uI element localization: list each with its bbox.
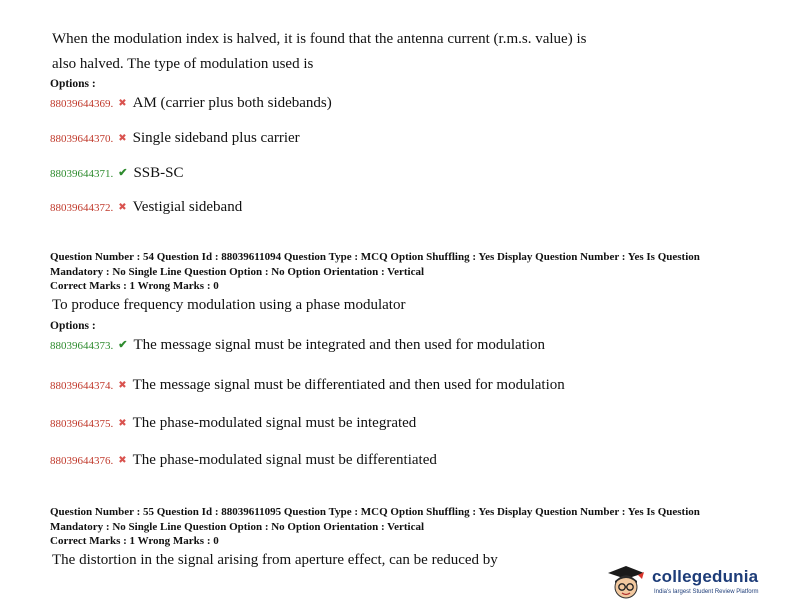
- student-mascot-icon: [604, 563, 650, 603]
- option-id: 88039644372.: [50, 201, 114, 214]
- option-id: 88039644373.: [50, 339, 114, 352]
- option-row: [50, 199, 242, 216]
- option-text: AM (carrier plus both sidebands): [132, 95, 332, 111]
- question-meta-line: Mandatory : No Single Line Question Option : No Option Orientation : Vertical: [50, 265, 425, 278]
- question-meta: [50, 505, 750, 549]
- question-text-line: also halved. The type of modulation used is: [52, 56, 314, 72]
- option-row: [50, 165, 184, 182]
- check-icon: ✔: [118, 339, 128, 351]
- option-row: [50, 337, 545, 354]
- logo-tagline: India's largest Student Review Platform: [654, 589, 759, 595]
- question-marks: Correct Marks : 1 Wrong Marks : 0: [50, 280, 219, 292]
- question-text: The distortion in the signal arising from aperture effect, can be reduced by: [52, 552, 498, 568]
- question-meta-line: Mandatory : No Single Line Question Option : No Option Orientation : Vertical: [50, 520, 425, 533]
- collegedunia-logo: [604, 563, 784, 603]
- options-label: Options :: [50, 320, 96, 332]
- question-text: To produce frequency modulation using a phase modulator: [52, 297, 406, 313]
- cross-icon: ✖: [118, 97, 127, 109]
- option-id: 88039644375.: [50, 417, 114, 430]
- option-row: [50, 95, 332, 112]
- cross-icon: ✖: [118, 417, 127, 429]
- cross-icon: ✖: [118, 454, 127, 466]
- option-text: Single sideband plus carrier: [132, 130, 300, 146]
- option-text: The message signal must be integrated and then used for modulation: [133, 337, 546, 353]
- option-row: [50, 452, 437, 469]
- question-marks: Correct Marks : 1 Wrong Marks : 0: [50, 535, 219, 547]
- question-meta-line: Question Number : 55 Question Id : 88039611095 Question Type : MCQ Option Shuffling : Yes Display Question Number : Yes Is Question: [50, 506, 700, 518]
- question-text-line: When the modulation index is halved, it is found that the antenna current (r.m.s. value) is: [52, 31, 587, 47]
- option-row: [50, 415, 416, 432]
- option-id: 88039644369.: [50, 97, 114, 110]
- option-id: 88039644370.: [50, 132, 114, 145]
- option-id: 88039644371.: [50, 167, 114, 180]
- cross-icon: ✖: [118, 132, 127, 144]
- question-meta: [50, 250, 750, 294]
- option-text: The phase-modulated signal must be differentiated: [132, 452, 437, 468]
- check-icon: ✔: [118, 167, 128, 179]
- option-id: 88039644374.: [50, 379, 114, 392]
- question-meta-line: Question Number : 54 Question Id : 88039611094 Question Type : MCQ Option Shuffling : Yes Display Question Number : Yes Is Question: [50, 251, 700, 263]
- option-id: 88039644376.: [50, 454, 114, 467]
- option-row: [50, 377, 565, 394]
- options-label: Options :: [50, 78, 96, 90]
- option-text: The phase-modulated signal must be integrated: [132, 415, 417, 431]
- option-text: The message signal must be differentiated and then used for modulation: [132, 377, 565, 393]
- option-row: [50, 130, 300, 147]
- cross-icon: ✖: [118, 201, 127, 213]
- logo-name: collegedunia: [652, 567, 759, 586]
- cross-icon: ✖: [118, 379, 127, 391]
- option-text: Vestigial sideband: [132, 199, 243, 215]
- option-text: SSB-SC: [133, 165, 184, 181]
